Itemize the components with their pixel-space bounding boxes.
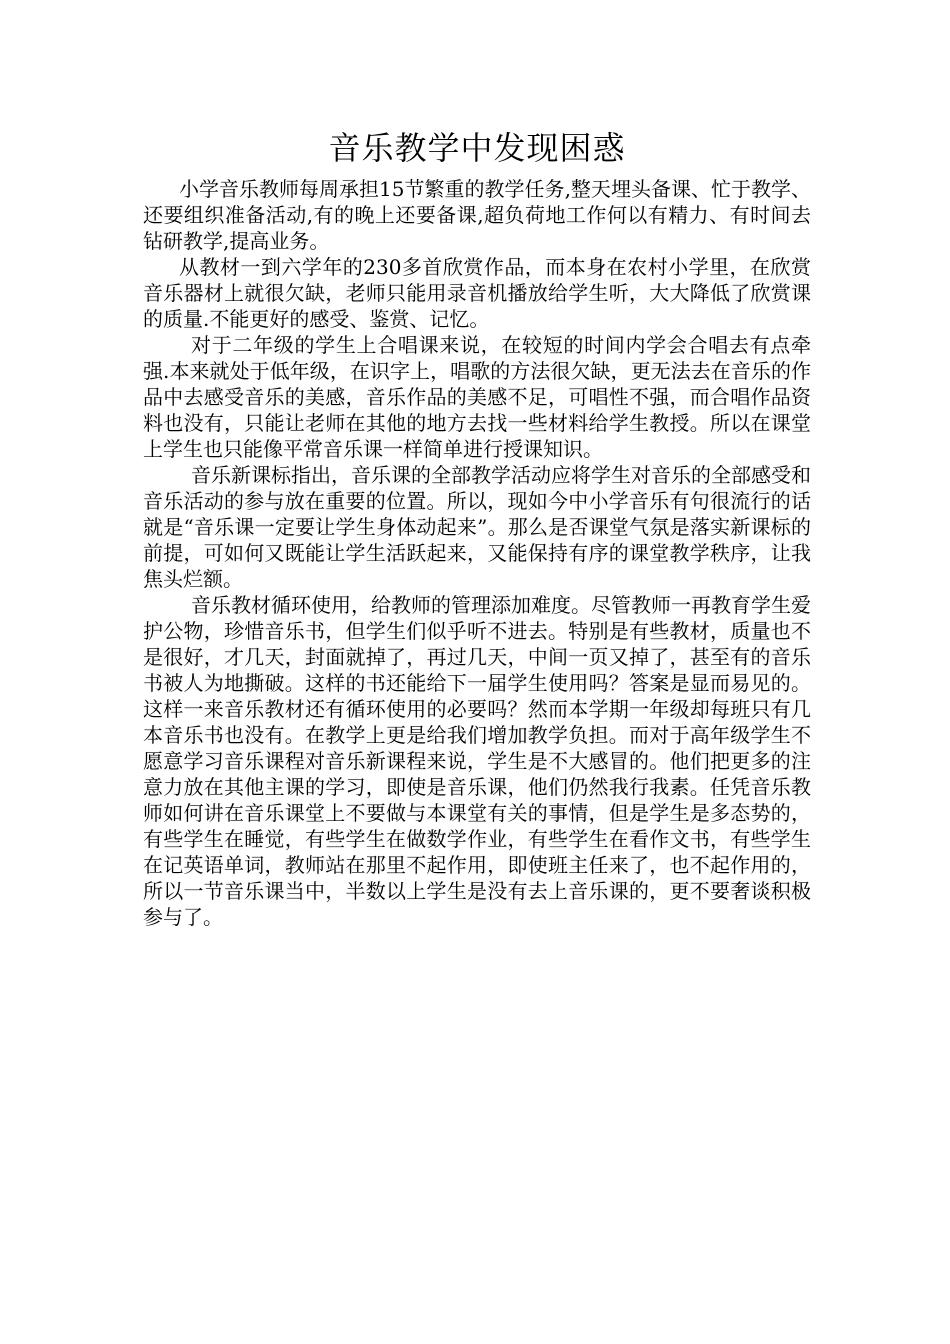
document-title: 音乐教学中发现困惑 <box>328 129 626 167</box>
paragraph-5: 音乐教材循环使用，给教师的管理添加难度。尽管教师一再教育学生爱护公物，珍惜音乐书，但学生们似乎听不进去。特别是有些教材，质量也不是很好，才几天，封面就掉了，再过几天，中间一页又掉了，甚至有的音乐书被人为地撕破。这样的书还能给下一届学生使用吗？答案是显而易见的。这样一来音乐教材还有循环使用的必要吗？然而本学期一年级却每班只有几本音乐书也没有。在教学上更是给我们增加教学负担。而对于高年级学生不愿意学习音乐课程对音乐新课程来说，学生是不大感冒的。他们把更多的注意力放在其他主课的学习，即使是音乐课，他们仍然我行我素。任凭音乐教师如何讲在音乐课堂上不要做与本课堂有关的事情，但是学生是多态势的，有些学生在睡觉，有些学生在做数学作业，有些学生在看作文书，有些学生在记英语单词，教师站在那里不起作用，即使班主任来了，也不起作用的，所以一节音乐课当中，半数以上学生是没有去上音乐课的，更不要奢谈积极参与了。 <box>143 593 811 929</box>
paragraph-1: 小学音乐教师每周承担15节繁重的教学任务,整天埋头备课、忙于教学、还要组织准备活动,有的晚上还要备课,超负荷地工作何以有精力、有时间去钻研教学,提高业务。 <box>143 177 811 253</box>
document-body <box>143 124 811 930</box>
paragraph-3: 对于二年级的学生上合唱课来说，在较短的时间内学会合唱去有点牵强.本来就处于低年级，在识字上，唱歌的方法很欠缺，更无法去在音乐的作品中去感受音乐的美感，音乐作品的美感不足，可唱性不强，而合唱作品资料也没有，只能让老师在其他的地方去找一些材料给学生教授。所以在课堂上学生也只能像平常音乐课一样简单进行授课知识。 <box>143 333 811 461</box>
paragraph-2: 从教材一到六学年的230多首欣赏作品，而本身在农村小学里，在欣赏音乐器材上就很欠缺，老师只能用录音机播放给学生听，大大降低了欣赏课的质量.不能更好的感受、鉴赏、记忆。 <box>143 255 811 331</box>
paragraph-4: 音乐新课标指出，音乐课的全部教学活动应将学生对音乐的全部感受和音乐活动的参与放在重要的位置。所以，现如今中小学音乐有句很流行的话就是“音乐课一定要让学生身体动起来”。那么是否课堂气氛是落实新课标的前提，可如何又既能让学生活跃起来，又能保持有序的课堂教学秩序，让我焦头烂额。 <box>143 463 811 591</box>
